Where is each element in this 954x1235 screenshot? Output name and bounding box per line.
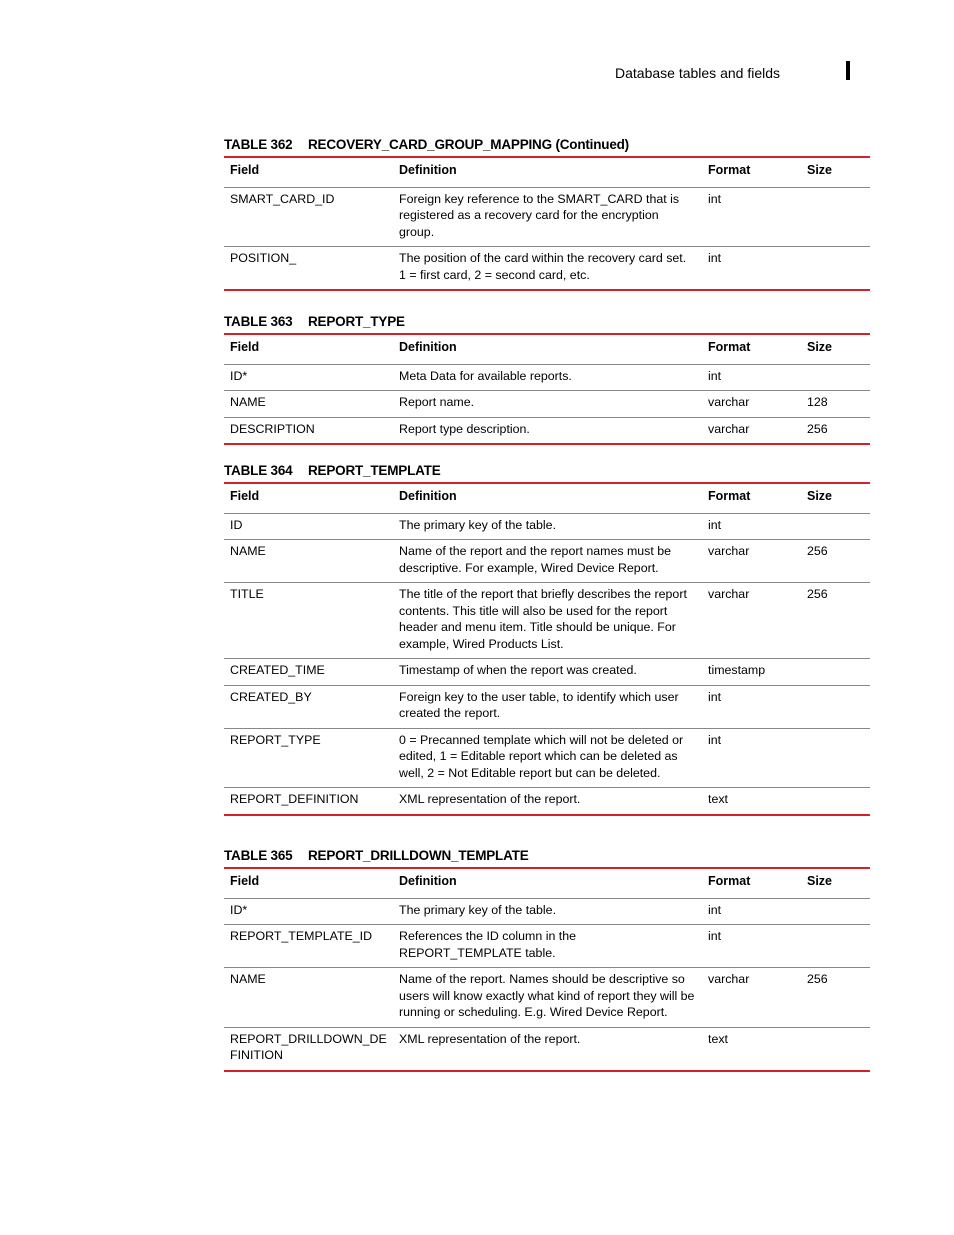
data-table	[224, 333, 870, 445]
table-cell: DESCRIPTION	[230, 421, 315, 436]
table-row	[224, 788, 870, 814]
table-365	[224, 843, 870, 1072]
table-cell: XML representation of the report.	[399, 792, 581, 806]
table-row	[224, 514, 870, 541]
table-cell: int	[708, 689, 722, 704]
table-cell: The position of the card within the recovery card set. 1 = first card, 2 = second card, etc.	[399, 251, 687, 282]
table-cell	[801, 188, 870, 247]
table-header-row	[224, 484, 870, 514]
table-cell: References the ID column in the REPORT_TEMPLATE table.	[399, 929, 577, 960]
table-cell: Timestamp of when the report was created.	[399, 663, 637, 677]
column-header: Format	[708, 489, 751, 503]
table-cell: text	[708, 792, 728, 806]
table-cell	[801, 365, 870, 391]
table-cell: int	[708, 929, 722, 943]
table-row	[224, 188, 870, 248]
table-cell: NAME	[230, 395, 266, 409]
table-name: RECOVERY_CARD_GROUP_MAPPING (Continued)	[308, 136, 629, 152]
table-cell: ID*	[230, 368, 248, 383]
column-header: Definition	[399, 489, 457, 503]
table-row	[224, 391, 870, 418]
table-cell: 256	[807, 972, 828, 986]
table-cell: NAME	[230, 972, 266, 986]
table-number: TABLE 364	[224, 462, 293, 478]
table-cell: The primary key of the table.	[399, 902, 557, 917]
header-marker-bar	[846, 61, 850, 80]
table-cell: varchar	[708, 587, 750, 601]
table-cell: The primary key of the table.	[399, 517, 557, 532]
table-row	[224, 659, 870, 686]
table-row	[224, 583, 870, 659]
table-cell: Name of the report and the report names must be descriptive. For example, Wired Device Report.	[399, 544, 672, 575]
table-cell: Foreign key to the user table, to identify which user created the report.	[399, 689, 679, 720]
table-cell: 0 = Precanned template which will not be deleted or edited, 1 = Editable report which can be deleted as well, 2 = Not Editable report but can be deleted.	[399, 732, 684, 780]
table-cell	[801, 788, 870, 814]
table-cell	[801, 686, 870, 728]
table-cell: REPORT_TEMPLATE_ID	[230, 929, 373, 943]
table-cell: int	[708, 251, 722, 265]
table-cell: int	[708, 191, 722, 206]
data-table	[224, 867, 870, 1072]
column-header: Field	[230, 489, 260, 503]
table-cell: The title of the report that briefly describes the report contents. This title will also be used for the report header and menu item. Title should be unique. For example, Wired Products List.	[399, 587, 687, 651]
table-cell	[801, 247, 870, 289]
table-cell: text	[708, 1031, 728, 1046]
table-cell	[801, 1028, 870, 1070]
table-caption	[224, 132, 870, 156]
table-row	[224, 925, 870, 968]
table-cell: 128	[807, 395, 828, 409]
data-table	[224, 156, 870, 291]
column-header: Definition	[399, 163, 457, 177]
table-cell: ID*	[230, 902, 248, 917]
table-cell	[801, 729, 870, 788]
column-header: Size	[807, 340, 833, 354]
table-cell	[801, 659, 870, 685]
table-cell: 256	[807, 544, 828, 558]
table-cell: Foreign key reference to the SMART_CARD that is registered as a recovery card for the encryption group.	[399, 191, 680, 239]
table-name: REPORT_TEMPLATE	[308, 462, 441, 478]
table-caption	[224, 309, 870, 333]
table-name: REPORT_DRILLDOWN_TEMPLATE	[308, 847, 529, 863]
table-row	[224, 365, 870, 392]
table-cell: NAME	[230, 544, 266, 558]
table-cell: CREATED_TIME	[230, 663, 325, 677]
table-cell: int	[708, 368, 722, 383]
table-cell: int	[708, 732, 722, 747]
column-header: Format	[708, 163, 751, 177]
table-cell: timestamp	[708, 663, 766, 677]
table-row	[224, 899, 870, 926]
table-cell: REPORT_DEFINITION	[230, 792, 359, 806]
column-header: Size	[807, 489, 833, 503]
table-cell: 256	[807, 587, 828, 601]
table-cell: XML representation of the report.	[399, 1031, 581, 1046]
table-cell: varchar	[708, 395, 750, 409]
table-cell: REPORT_DRILLDOWN_DEFINITION	[230, 1031, 387, 1062]
table-cell: Report name.	[399, 395, 475, 409]
table-row	[224, 686, 870, 729]
page-header-title: Database tables and fields	[615, 65, 780, 81]
table-cell: ID	[230, 517, 243, 532]
table-row	[224, 540, 870, 583]
column-header: Size	[807, 874, 833, 888]
table-cell: Name of the report. Names should be descriptive so users will know exactly what kind of report they will be running or scheduling. E.g. Wired Device Report.	[399, 972, 695, 1019]
table-cell: varchar	[708, 972, 750, 986]
table-row	[224, 418, 870, 444]
column-header: Definition	[399, 340, 457, 354]
table-cell	[801, 925, 870, 967]
table-cell: int	[708, 902, 722, 917]
table-cell	[801, 899, 870, 925]
table-row	[224, 247, 870, 289]
table-row	[224, 1028, 870, 1070]
column-header: Size	[807, 163, 833, 177]
table-cell	[801, 514, 870, 540]
table-cell: CREATED_BY	[230, 689, 312, 704]
table-cell: POSITION_	[230, 251, 297, 265]
table-362	[224, 132, 870, 291]
table-cell: varchar	[708, 544, 750, 558]
table-header-row	[224, 158, 870, 188]
table-cell: 256	[807, 421, 828, 436]
column-header: Definition	[399, 874, 457, 888]
table-number: TABLE 363	[224, 313, 293, 329]
table-364	[224, 458, 870, 816]
data-table	[224, 482, 870, 816]
table-caption	[224, 843, 870, 867]
table-number: TABLE 362	[224, 136, 293, 152]
table-363	[224, 309, 870, 445]
table-row	[224, 729, 870, 789]
table-cell: SMART_CARD_ID	[230, 191, 335, 206]
table-header-row	[224, 869, 870, 899]
table-cell: TITLE	[230, 587, 264, 601]
column-header: Field	[230, 340, 260, 354]
column-header: Field	[230, 874, 260, 888]
column-header: Format	[708, 340, 751, 354]
table-cell: Meta Data for available reports.	[399, 368, 572, 383]
table-cell: REPORT_TYPE	[230, 732, 321, 747]
column-header: Field	[230, 163, 260, 177]
table-cell: varchar	[708, 421, 750, 436]
table-number: TABLE 365	[224, 847, 293, 863]
table-cell: Report type description.	[399, 421, 530, 436]
table-caption	[224, 458, 870, 482]
table-name: REPORT_TYPE	[308, 313, 405, 329]
table-cell: int	[708, 517, 722, 532]
table-row	[224, 968, 870, 1028]
column-header: Format	[708, 874, 751, 888]
table-header-row	[224, 335, 870, 365]
